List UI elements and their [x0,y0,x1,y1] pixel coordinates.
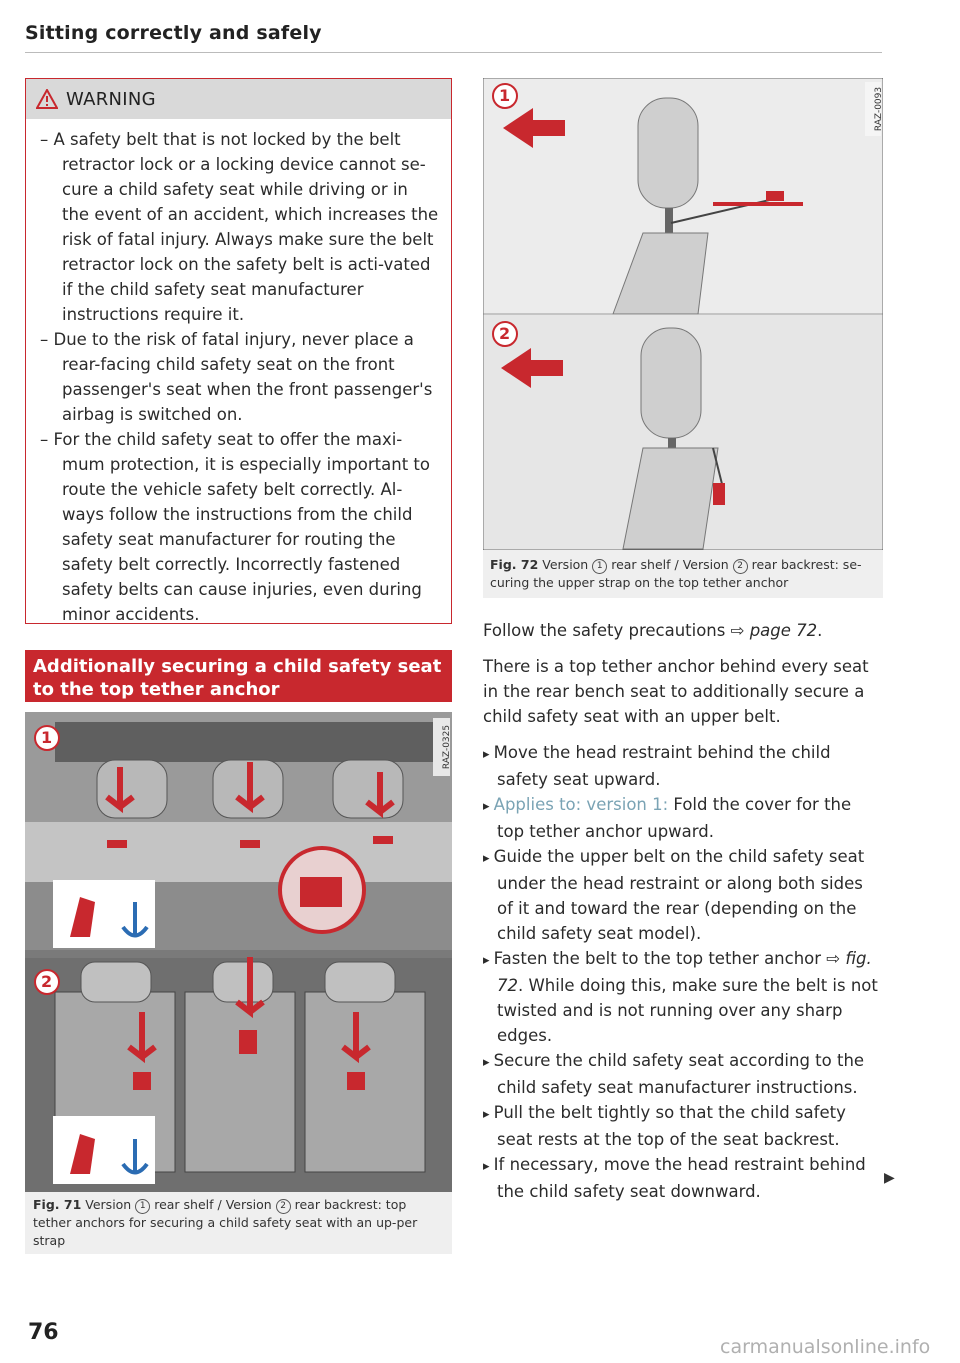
caption-text: rear backrest: se-curing the upper strap on the top tether anchor [490,557,862,590]
figure-71-label-2: 2 [41,972,53,991]
figure-72-code: RAZ-0093 [874,86,885,132]
page-title: Sitting correctly and safely [25,22,322,44]
applies-label: Applies to: version 1: [493,795,669,814]
instruction-steps [483,740,883,1204]
figure-71-caption [33,1196,445,1250]
warning-title: WARNING [66,88,156,110]
figure-72-label-1: 1 [499,86,511,105]
caption-text: Version [85,1197,132,1212]
figure-link[interactable]: fig. 72 [497,949,872,995]
page-link[interactable]: page 72 [749,621,818,640]
step-text: Fold the cover for the top tether anchor upward. [497,795,852,841]
step-item [483,946,883,1048]
reference-text: Follow the safety precautions ⇨ [483,621,745,640]
warning-header [26,79,451,119]
warning-list [26,119,451,627]
caption-text: rear shelf / Version [154,1197,272,1212]
figure-71-label-1: 1 [41,728,53,747]
figure-72-illustration [483,78,883,550]
section-heading: Additionally securing a child safety seat to the top tether anchor [25,650,452,702]
warning-box [25,78,452,624]
figure-72-caption [490,556,878,592]
intro-paragraph: There is a top tether anchor behind every seat in the rear bench seat to additionally secure a child safety seat with an upper belt. [483,657,869,726]
callout-1-marker: 1 [135,1199,150,1214]
step-item: ▸ Secure the child safety seat according to the child safety seat manufacturer instructions. [483,1048,883,1100]
step-item: ▸ If necessary, move the head restraint behind the child safety seat downward. [483,1152,883,1204]
step-item [483,792,883,844]
step-item: ▸ Move the head restraint behind the child safety seat upward. [483,740,883,792]
callout-2-marker: 2 [733,559,748,574]
callout-2-marker: 2 [276,1199,291,1214]
reference-text: . [817,621,823,640]
step-text: . While doing this, make sure the belt is not twisted and is not running over any sharp edges. [497,976,878,1045]
caption-text: rear backrest: top tether anchors for securing a child safety seat with an up-per strap [33,1197,418,1248]
figure-71-illustration [25,712,452,1192]
watermark: carmanualsonline.info [720,1336,931,1358]
continue-arrow-icon: ▶ [884,1170,895,1186]
figure-71 [25,712,452,1254]
warning-item: – For the child safety seat to offer the maxi-mum protection, it is especially important to route the vehicle safety belt correctly. Al-ways follow the instructions from the child safety seat manufacturer for routing the safety belt correctly. Incorrectly fastened safety belts can cause injuries, even during minor accidents. [40,427,439,627]
callout-1-marker: 1 [592,559,607,574]
figure-72-number: Fig. 72 [490,557,539,572]
caption-text: rear shelf / Version [611,557,729,572]
figure-72 [483,78,883,598]
warning-item: – A safety belt that is not locked by the belt retractor lock or a locking device cannot se-cure a child safety seat while driving or in the event of an accident, which increases the risk of fatal injury. Always make sure the belt retractor lock on the safety belt is acti-vated if the child safety seat manufacturer instructions require it. [40,127,439,327]
page-header [25,22,882,53]
figure-71-number: Fig. 71 [33,1197,82,1212]
figure-72-label-2: 2 [499,324,511,343]
safety-reference [483,618,883,643]
warning-item: – Due to the risk of fatal injury, never place a rear-facing child safety seat on the front passenger's seat when the front passenger's airbag is switched on. [40,327,439,427]
warning-triangle-icon [36,89,58,109]
figure-71-code: RAZ-0325 [442,724,453,770]
step-text: Fasten the belt to the top tether anchor ⇨ [493,949,841,968]
step-item: ▸ Pull the belt tightly so that the child safety seat rests at the top of the seat backrest. [483,1100,883,1152]
caption-text: Version [542,557,589,572]
page-number: 76 [28,1320,59,1345]
step-item: ▸ Guide the upper belt on the child safety seat under the head restraint or along both sides of it and toward the rear (depending on the child safety seat model). [483,844,883,946]
